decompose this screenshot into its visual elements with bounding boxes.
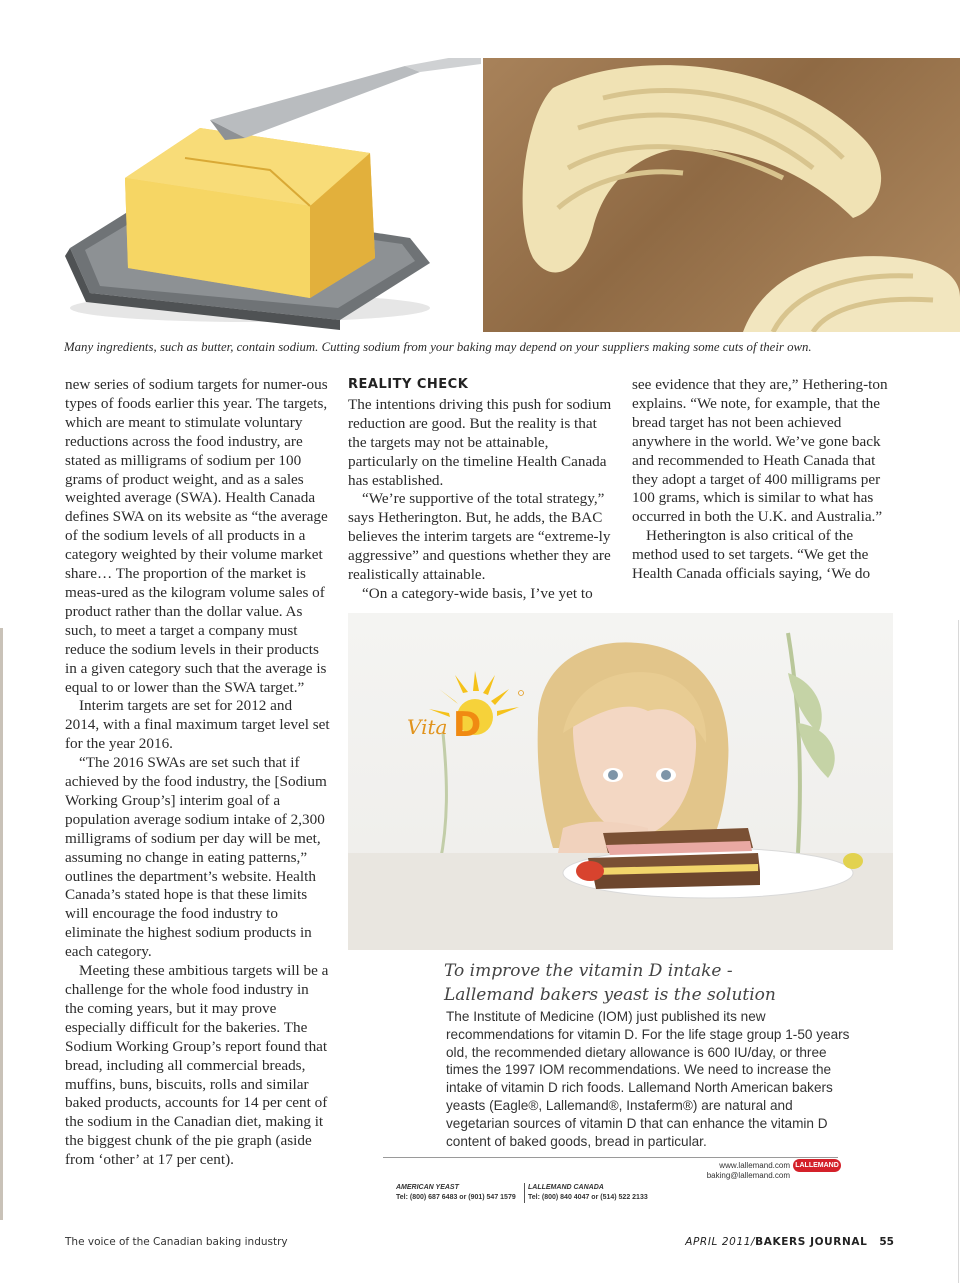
lallemand-logo: LALLEMAND	[793, 1159, 841, 1172]
article-column-1	[65, 376, 330, 1170]
paragraph: “The 2016 SWAs are set such that if achieved by the food industry, the [Sodium Working Group’s] interim goal of a population average sodium intake of 2,300 milligrams of sodium per day will be met, assuming no change in eating patterns,” outlines the department’s website. Health Canada’s stated hope is that these limits will encourage the food industry to eliminate the highest sodium products in each category.	[65, 754, 327, 961]
contact-phone: Tel: (800) 840 4047 or (514) 522 2133	[528, 1194, 648, 1201]
paragraph: new series of sodium targets for numer-ous types of foods earlier this year. The targets, which are meant to stimulate voluntary reductions across the food industry, are stated as milligrams of sodium per 100 grams of product weight, and as a sales weighted average (SWA). Health Canada defines SWA on its website as “the average of the sodium levels of all products in a category weighted by their volume market share… The proportion of the market is meas-ured as the kilogram volume sales of product rather than the dollar value. As such, to meet a target a company must reduce the sodium levels in their products in a given category such that the average is equal to or lower than the SWA target.”	[65, 376, 328, 696]
ad-child-photo	[348, 613, 893, 950]
contact-label: AMERICAN YEAST	[396, 1184, 459, 1191]
paragraph: Hetherington is also critical of the method used to set targets. “We get the Health Canada officials saying, ‘We do	[632, 527, 871, 583]
contact-label: LALLEMAND CANADA	[528, 1184, 604, 1191]
contact-phone: Tel: (800) 687 6483 or (901) 547 1579	[396, 1194, 516, 1201]
article-column-3	[632, 376, 900, 584]
lallemand-advertisement	[338, 613, 898, 1203]
footer-folio	[685, 1236, 894, 1248]
butter-photo	[10, 58, 481, 332]
paragraph: Meeting these ambitious targets will be a challenge for the whole food industry in the coming years, but it may prove especially difficult for the bakeries. The Sodium Working Group’s report found that bread, including all commercial breads, muffins, buns, biscuits, rolls and similar baked products, accounts for 14 per cent of the sodium in the Canadian diet, making it the biggest chunk of the pie graph (aside from ‘other’ at 17 per cent).	[65, 962, 329, 1169]
ad-web-contact	[678, 1161, 790, 1181]
footer-tagline: The voice of the Canadian baking industry	[65, 1236, 288, 1248]
page-right-rule	[958, 620, 959, 1283]
paragraph: “On a category-wide basis, I’ve yet to	[362, 584, 593, 602]
section-subhead: REALITY CHECK	[348, 377, 469, 392]
page-number: 55	[879, 1236, 894, 1248]
paragraph: Interim targets are set for 2012 and 2014, with a final maximum target level set for the year 2016.	[65, 697, 330, 753]
page-edge-mark	[0, 628, 3, 1220]
footer-magazine-name: BAKERS JOURNAL	[755, 1236, 868, 1248]
ad-body-text: The Institute of Medicine (IOM) just published its new recommendations for vitamin D. For the life stage group 1-50 years old, the recommended dietary allowance is 600 IU/day, or three times the 1997 IOM recommendations. We need to increase the intake of vitamin D rich foods. Lallemand North American bakers yeasts (Eagle®, Lallemand®, Instaferm®) are natural and vegetarian sources of vitamin D that can enhance the vitamin D content of baked goods, bread in particular.	[446, 1009, 850, 1149]
article-column-2	[348, 376, 616, 604]
ad-email-link[interactable]: baking@lallemand.com	[706, 1171, 790, 1180]
vita-d-logo	[403, 671, 533, 751]
paragraph: The intentions driving this push for sodium reduction are good. But the reality is that the targets may not be attainable, particularly on the timeline Health Canada has established.	[348, 395, 612, 489]
paragraph: see evidence that they are,” Hethering-ton explains. “We note, for example, that the bread target has not been achieved anywhere in the world. We’ve gone back and recommended to Heath Canada that they adopt a target of 400 milligrams per 100 grams, which is similar to what has occurred in both the U.K. and Australia.”	[632, 376, 888, 526]
ad-headline	[444, 959, 884, 1007]
ad-divider	[383, 1157, 838, 1158]
croissant-photo	[483, 58, 960, 332]
ad-contact-lallemand-canada	[524, 1183, 648, 1203]
vita-d-logo-letter: D	[453, 705, 482, 745]
ad-headline-line-1: To improve the vitamin D intake -	[444, 961, 733, 981]
footer-issue-date: APRIL 2011/	[685, 1236, 756, 1248]
ad-contact-american-yeast	[396, 1183, 516, 1203]
paragraph: “We’re supportive of the total strategy,” says Hetherington. But, he adds, the BAC believes the interim targets are “extreme-ly aggressive” and questions whether they are realistically attainable.	[348, 490, 611, 584]
ad-website-link[interactable]: www.lallemand.com	[719, 1161, 790, 1170]
photo-caption: Many ingredients, such as butter, contain sodium. Cutting sodium from your baking may depend on your suppliers making some cuts of their own.	[64, 340, 812, 354]
vita-logo-text: Vita	[407, 715, 448, 739]
ad-headline-line-2: Lallemand bakers yeast is the solution	[444, 985, 776, 1005]
